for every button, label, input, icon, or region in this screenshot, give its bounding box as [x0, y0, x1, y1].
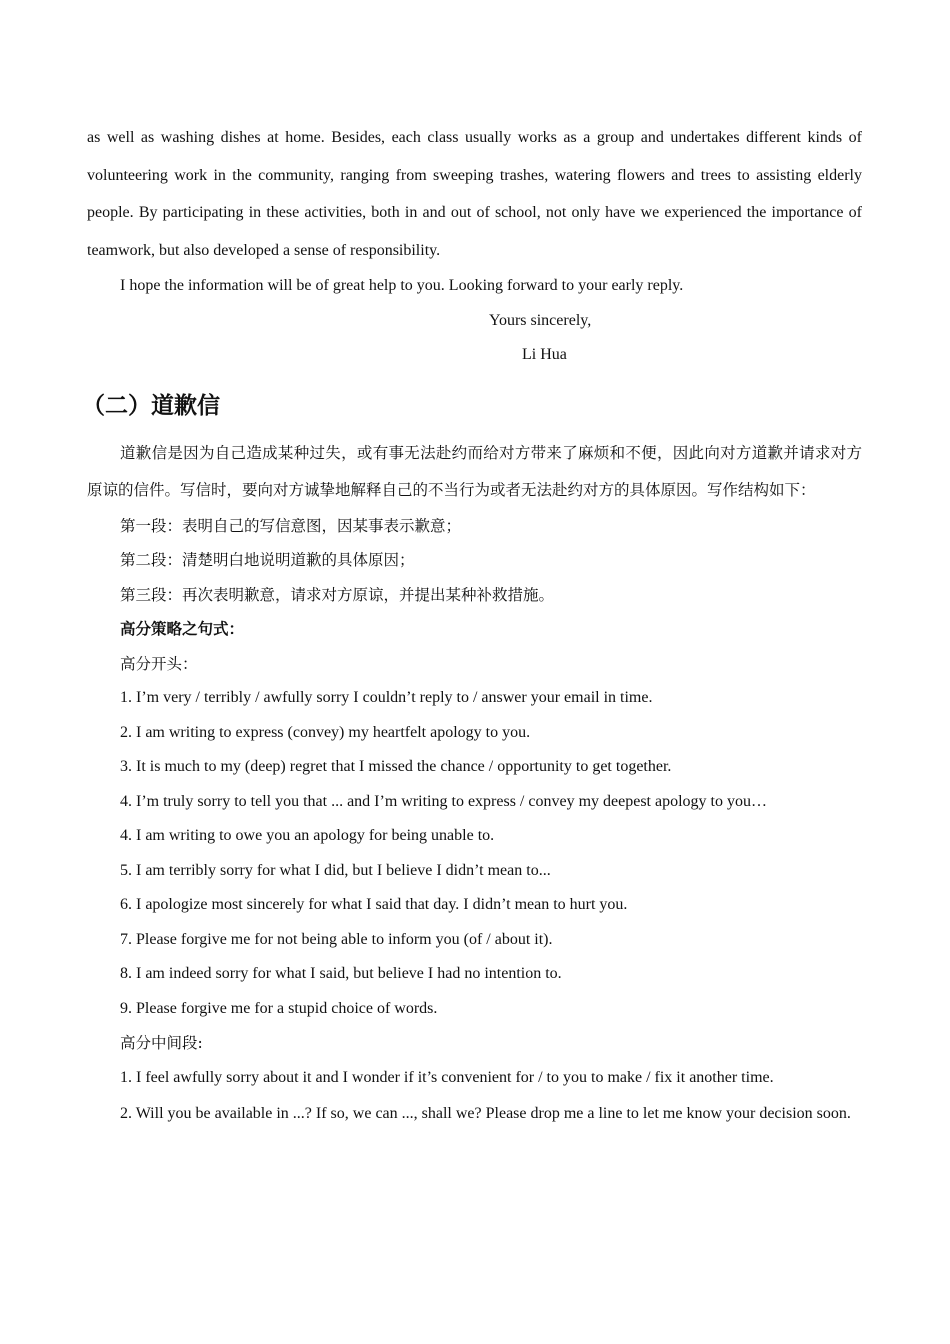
middle-sentence: 2. Will you be available in ...? If so, we can ..., shall we? Please drop me a line to let me know your decision soon. — [120, 1105, 851, 1122]
structure-item: 第三段：再次表明歉意，请求对方原谅，并提出某种补救措施。 — [120, 585, 555, 604]
opening-sentence: 2. I am writing to express (convey) my heartfelt apology to you. — [120, 723, 531, 741]
strategy-heading: 高分策略之句式： — [120, 619, 245, 638]
opening-sentence: 5. I am terribly sorry for what I did, but I believe I didn’t mean to... — [120, 861, 551, 879]
letter-signature: Li Hua — [522, 346, 567, 363]
opening-sentence: 7. Please forgive me for not being able to inform you (of / about it). — [120, 930, 553, 948]
section-heading: （二）道歉信 — [82, 392, 220, 419]
opening-sentence: 9. Please forgive me for a stupid choice of words. — [120, 999, 438, 1017]
letter-paragraph: as well as washing dishes at home. Besides, each class usually works as a group and undertakes different kinds of volunteering work in the community, ranging from sweeping trashes, watering flowers and trees to assisting elderly people. By participating in these activities, both in and out of school, not only have we experienced the importance of teamwork, but also developed a sense of responsibility. — [87, 129, 862, 259]
section-intro: 道歉信是因为自己造成某种过失，或有事无法赴约而给对方带来了麻烦和不便，因此向对方道歉并请求对方原谅的信件。写信时，要向对方诚挚地解释自己的不当行为或者无法赴约对方的具体原因。写作结构如下： — [87, 443, 862, 499]
opening-sentence: 6. I apologize most sincerely for what I said that day. I didn’t mean to hurt you. — [120, 896, 628, 913]
letter-sign-off: Yours sincerely, — [489, 311, 592, 329]
opening-sentence: 4. I am writing to owe you an apology for being unable to. — [120, 827, 495, 844]
opening-heading: 高分开头： — [120, 654, 198, 673]
page-content — [82, 119, 862, 1133]
structure-item: 第二段：清楚明白地说明道歉的具体原因； — [120, 551, 415, 569]
opening-sentence: 1. I’m very / terribly / awfully sorry I couldn’t reply to / answer your email in time. — [120, 689, 653, 706]
opening-sentence: 8. I am indeed sorry for what I said, but believe I had no intention to. — [120, 965, 562, 982]
opening-sentence: 3. It is much to my (deep) regret that I missed the chance / opportunity to get together. — [120, 758, 672, 775]
middle-heading: 高分中间段: — [120, 1034, 203, 1052]
letter-closing-paragraph: I hope the information will be of great help to you. Looking forward to your early reply. — [120, 277, 684, 294]
opening-sentence: 4. I’m truly sorry to tell you that ... and I’m writing to express / convey my deepest apology to you… — [120, 792, 767, 810]
middle-sentence: 1. I feel awfully sorry about it and I wonder if it’s convenient for / to you to make / fix it another time. — [120, 1068, 774, 1086]
structure-item: 第一段：表明自己的写信意图，因某事表示歉意； — [120, 516, 462, 535]
